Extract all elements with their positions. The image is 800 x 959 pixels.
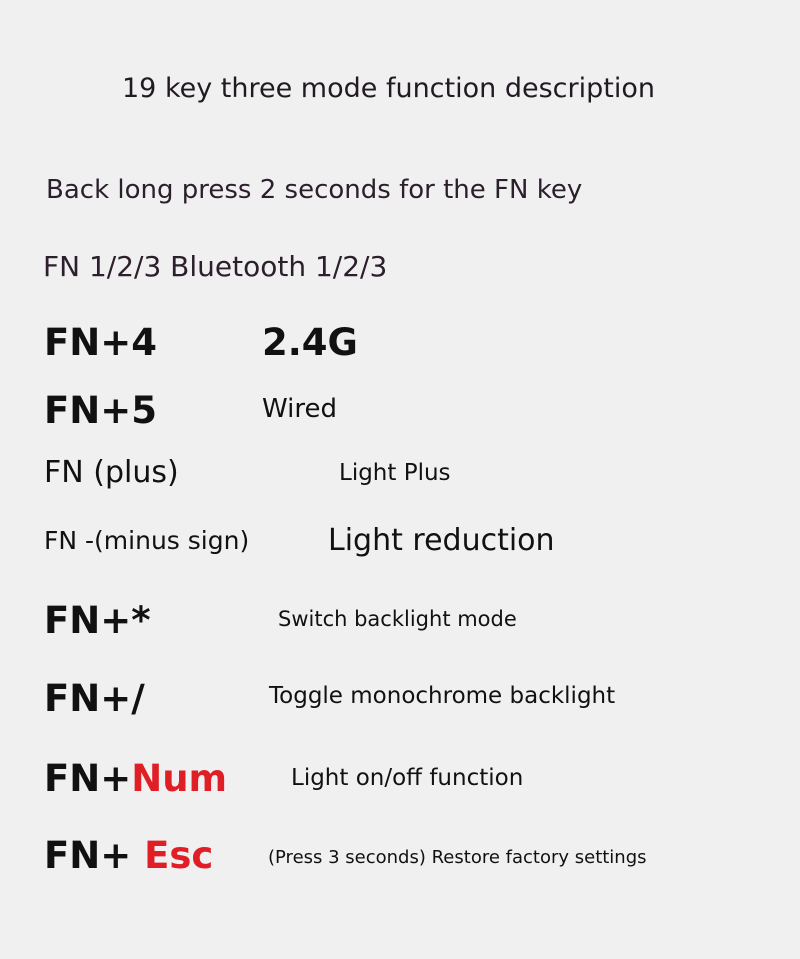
desc-fn4: 2.4G [262, 321, 358, 364]
key-combo-fn4: FN+4 [44, 321, 157, 364]
key-prefix: FN+ [44, 757, 132, 800]
desc-fn-num: Light on/off function [291, 765, 524, 791]
key-combo-fn-minus: FN -(minus sign) [44, 526, 250, 555]
desc-fn-slash: Toggle monochrome backlight [269, 683, 616, 709]
key-accent-esc: Esc [144, 834, 214, 877]
key-combo-fn-num [44, 757, 228, 800]
page-title: 19 key three mode function description [122, 73, 655, 104]
key-combo-fn5: FN+5 [44, 389, 157, 432]
key-combo-fn-slash: FN+/ [44, 677, 145, 720]
key-accent-num: Num [131, 757, 228, 800]
subtitle: Back long press 2 seconds for the FN key [46, 175, 583, 205]
desc-fn5: Wired [262, 394, 337, 424]
bluetooth-line: FN 1/2/3 Bluetooth 1/2/3 [43, 250, 388, 283]
key-combo-fn-esc [44, 834, 214, 877]
key-combo-fn-plus: FN (plus) [44, 455, 179, 490]
desc-fn-plus: Light Plus [339, 460, 451, 486]
key-combo-fn-asterisk: FN+* [44, 599, 151, 642]
key-prefix: FN+ [44, 834, 145, 877]
desc-fn-esc: (Press 3 seconds) Restore factory settings [268, 847, 647, 868]
desc-fn-asterisk: Switch backlight mode [278, 607, 517, 631]
desc-fn-minus: Light reduction [328, 523, 555, 558]
